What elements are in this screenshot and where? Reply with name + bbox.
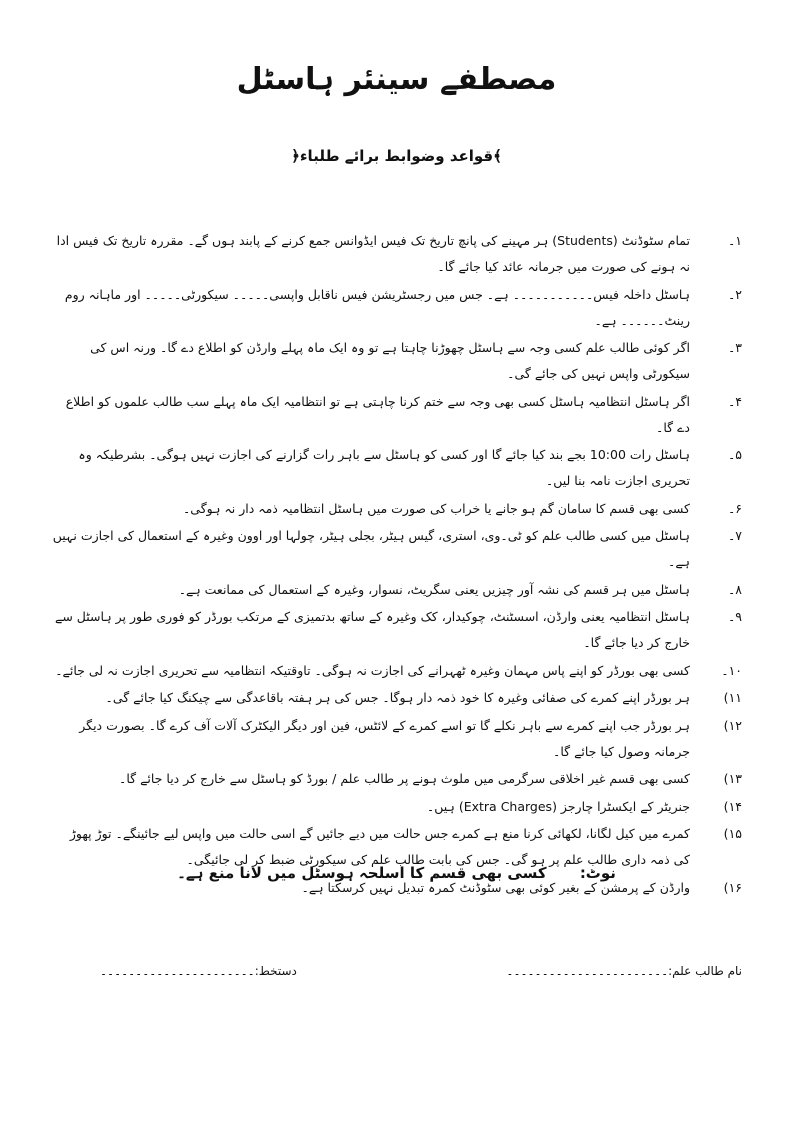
rule-number: ۸۔	[727, 581, 742, 597]
rule-text: تمام سٹوڈنٹ (Students) ہر مہینے کی پانچ تاریخ تک فیس ایڈوانس جمع کرنے کے پابند ہوں گے۔ مقررہ تاریخ تک فیس ادا نہ ہونے کی صورت میں جرمانہ عائد کیا جائے گا۔	[56, 233, 690, 274]
rules-list	[52, 228, 742, 902]
rule-text: ہاسٹل رات 10:00 بجے بند کیا جائے گا اور کسی کو ہاسٹل سے باہر رات گزارنے کی اجازت نہیں ہوگی۔ بشرطیکہ وہ تحریری اجازت نامہ بنا لیں۔	[78, 447, 690, 488]
rule-text: کسی بھی بورڈر کو اپنے پاس مہمان وغیرہ ٹھہرانے کی اجازت نہ ہوگی۔ تاوقتیکہ انتظامیہ سے تحریری اجازت نہ لی جائے۔	[55, 662, 690, 678]
rule-number: ۱۵)	[723, 826, 742, 841]
rule-item	[52, 523, 742, 575]
rule-item	[52, 577, 742, 603]
rule-text: ہر بورڈر جب اپنے کمرے سے باہر نکلے گا تو اسے کمرے کے لائٹس، فین اور دیگر الیکٹرک آلات آف کرے گا۔ بصورت دیگر جرمانہ وصول کیا جائے گا۔	[79, 717, 690, 759]
rule-number: ۱۱)	[723, 690, 742, 705]
rule-item	[52, 685, 742, 711]
rules-heading: ﴿قواعد وضوابط برائے طلباء﴾	[291, 147, 502, 165]
rule-number: ۳۔	[727, 340, 742, 355]
rule-text: جنریٹر کے ایکسٹرا چارجز (Extra Charges) ہیں۔	[426, 798, 690, 814]
rule-item	[52, 282, 742, 334]
rule-item	[52, 496, 742, 522]
rule-text: کسی بھی قسم غیر اخلاقی سرگرمی میں ملوث ہونے پر طالب علم / بورڈ کو ہاسٹل سے خارج کر دیا جائے گا۔	[119, 771, 690, 786]
rule-number: ۱۳)	[723, 771, 742, 786]
rule-text: اگر کوئی طالب علم کسی وجہ سے ہاسٹل چھوڑنا چاہتا ہے تو وہ ایک ماہ پہلے وارڈن کو اطلاع دے گا۔ ورنہ اس کی سیکورٹی واپس نہیں کی جائے گی۔	[90, 340, 690, 381]
signature-row	[100, 964, 742, 984]
rule-item	[52, 228, 742, 280]
rule-item	[52, 389, 742, 441]
signature-field: دستخط:۔۔۔۔۔۔۔۔۔۔۔۔۔۔۔۔۔۔۔۔۔۔	[100, 964, 297, 978]
rule-text: ہاسٹل داخلہ فیس۔۔۔۔۔۔۔۔۔۔۔ ہے۔ جس میں رجسٹریشن فیس ناقابل واپسی۔۔۔۔۔ سیکورٹی۔۔۔۔۔ اور ماہانہ روم رینٹ۔۔۔۔۔۔ ہے۔	[64, 286, 690, 328]
rule-number: ۱۔	[727, 233, 742, 248]
rule-number: ۱۶)	[723, 879, 742, 895]
rule-text: اگر ہاسٹل انتظامیہ ہاسٹل کسی بھی وجہ سے ختم کرنا چاہتی ہے تو انتظامیہ ایک ماہ پہلے سب طالب علموں کو اطلاع دے گا۔	[65, 393, 690, 435]
rule-text: کسی بھی قسم کا سامان گم ہو جانے یا خراب کی صورت میں ہاسٹل انتظامیہ ذمہ دار نہ ہوگی۔	[182, 500, 690, 516]
rule-item	[52, 658, 742, 684]
rule-number: ۲۔	[727, 286, 742, 302]
rule-number: ۴۔	[727, 393, 742, 409]
rule-item	[52, 604, 742, 656]
rule-number: ۷۔	[727, 528, 742, 543]
rule-text: ہر بورڈر اپنے کمرے کی صفائی وغیرہ کا خود ذمہ دار ہوگا۔ جس کی ہر ہفتہ باقاعدگی سے چیکنگ کیا جائے گی۔	[105, 690, 690, 705]
rule-number: ۶۔	[727, 500, 742, 516]
rule-text: کمرے میں کیل لگانا، لکھائی کرنا منع ہے کمرے جس حالت میں دیے جائیں گے اسی حالت میں واپس لیے جائینگے۔ توڑ پھوڑ کی ذمہ داری طالب علم پر ہو گی۔ جس کی بابت طالب علم کی سیکورٹی ضبط کر لی جائیگی۔	[69, 826, 690, 867]
student-name-field: نام طالب علم:۔۔۔۔۔۔۔۔۔۔۔۔۔۔۔۔۔۔۔۔۔۔۔	[506, 964, 742, 978]
rule-number: ۱۰۔	[721, 662, 742, 678]
rule-item	[52, 335, 742, 387]
rule-text: ہاسٹل میں ہر قسم کی نشہ آور چیزیں یعنی سگریٹ، نسوار، وغیرہ کے استعمال کی ممانعت ہے۔	[178, 581, 690, 597]
rule-number: ۵۔	[727, 447, 742, 462]
rule-number: ۹۔	[727, 609, 742, 624]
rule-item	[52, 794, 742, 820]
rule-text: وارڈن کے پرمشن کے بغیر کوئی بھی سٹوڈنٹ کمرہ تبدیل نہیں کرسکتا ہے۔	[301, 879, 690, 895]
rule-text: ہاسٹل میں کسی طالب علم کو ٹی۔وی، استری، گیس ہیٹر، بجلی ہیٹر، چولہا اور اوون وغیرہ کے استعمال کی اجازت نہیں ہے۔	[52, 528, 690, 569]
rule-number: ۱۴)	[723, 798, 742, 814]
rule-text: ہاسٹل انتظامیہ یعنی وارڈن، اسسٹنٹ، چوکیدار، کک وغیرہ کے ساتھ بدتمیزی کے مرتکب بورڈر کو فوری طور پر ہاسٹل سے خارج کر دیا جائے گا۔	[55, 609, 690, 650]
rule-item	[52, 442, 742, 494]
rule-item	[52, 713, 742, 765]
note-label: نوٹ:	[579, 864, 616, 882]
rule-number: ۱۲)	[723, 717, 742, 733]
weapons-note	[0, 864, 793, 882]
note-text: کسی بھی قسم کا اسلحہ ہوسٹل میں لانا منع ہے۔	[177, 864, 547, 882]
rule-item	[52, 766, 742, 792]
page-title: مصطفے سینئر ہاسٹل	[236, 62, 557, 97]
